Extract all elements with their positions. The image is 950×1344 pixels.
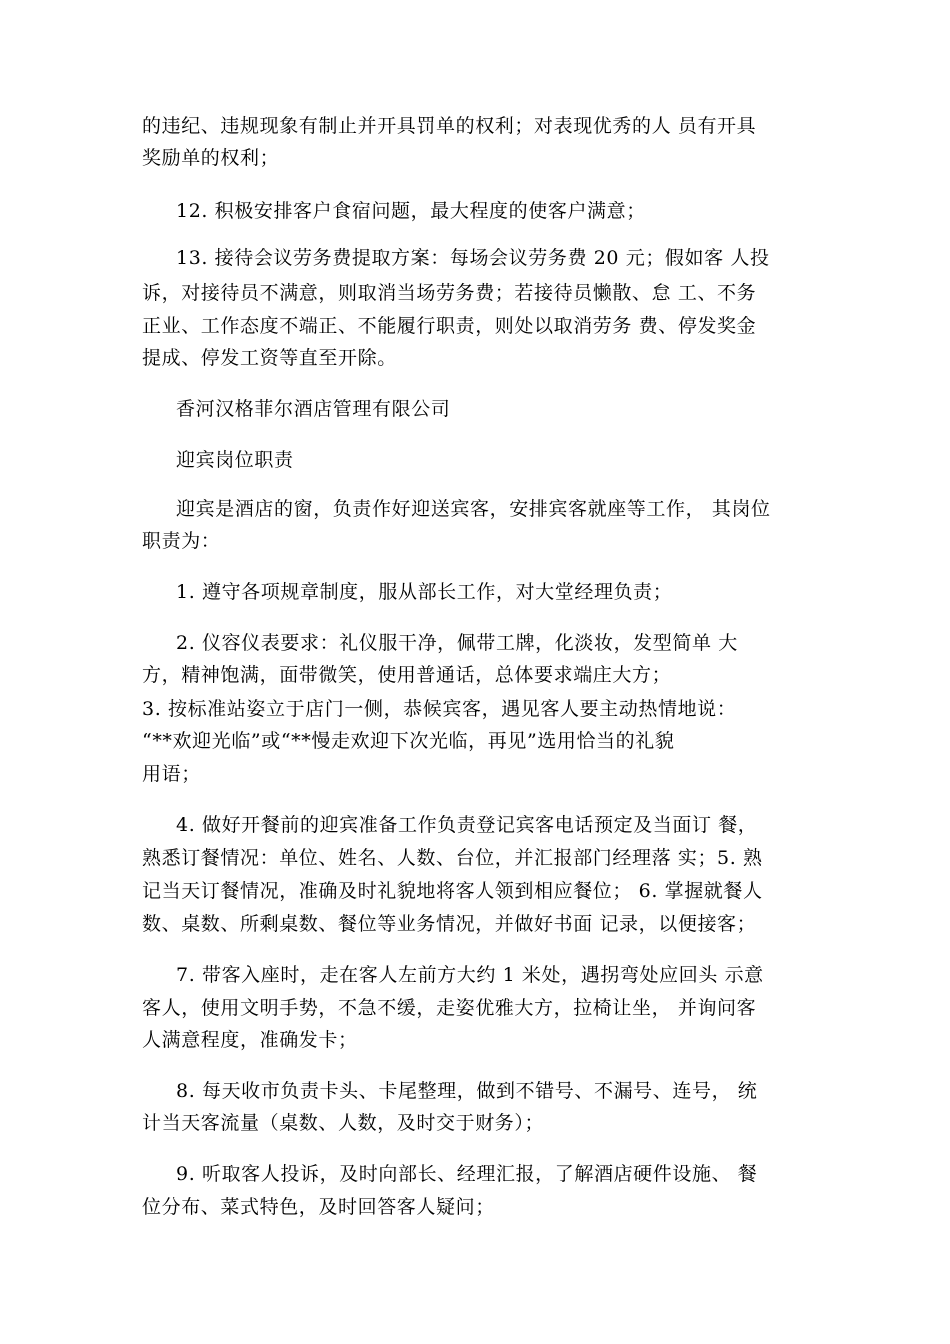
text-line: 熟悉订餐情况：单位、姓名、人数、台位，并汇报部门经理落 实；5. 熟: [142, 847, 763, 869]
text-line: 方，精神饱满，面带微笑，使用普通话，总体要求端庄大方；: [142, 664, 672, 686]
text-line: 提成、停发工资等直至开除。: [142, 347, 397, 369]
text-line: 诉，对接待员不满意，则取消当场劳务费；若接待员懒散、怠 工、不务: [142, 282, 757, 304]
text-line: 计当天客流量（桌数、人数，及时交于财务）；: [142, 1112, 545, 1134]
text-line: 的违纪、违规现象有制止并开具罚单的权利；对表现优秀的人 员有开具: [142, 115, 757, 137]
text-line: 迎宾是酒店的窗，负责作好迎送宾客，安排宾客就座等工作， 其岗位: [176, 498, 771, 520]
text-line: “**欢迎光临”或“**慢走欢迎下次光临，再见”选用恰当的礼貌: [142, 730, 675, 752]
text-line: 数、桌数、所剩桌数、餐位等业务情况，并做好书面 记录，以便接客；: [142, 913, 757, 935]
text-line: 9. 听取客人投诉，及时向部长、经理汇报，了解酒店硬件设施、 餐: [176, 1163, 758, 1185]
text-line: 用语；: [142, 763, 201, 785]
text-line: 正业、工作态度不端正、不能履行职责，则处以取消劳务 费、停发奖金: [142, 315, 757, 337]
text-line: 位分布、菜式特色，及时回答客人疑问；: [142, 1196, 495, 1218]
text-line: 奖励单的权利；: [142, 147, 280, 169]
text-line: 3. 按标准站姿立于店门一侧，恭候宾客，遇见客人要主动热情地说：: [142, 698, 737, 720]
text-line: 7. 带客入座时，走在客人左前方大约 1 米处，遇拐弯处应回头 示意: [176, 964, 764, 986]
company-name: 香河汉格菲尔酒店管理有限公司: [176, 398, 451, 420]
text-line: 人满意程度，准确发卡；: [142, 1029, 358, 1051]
text-line: 客人，使用文明手势，不急不缓，走姿优雅大方，拉椅让坐， 并询问客: [142, 997, 757, 1019]
text-line: 4. 做好开餐前的迎宾准备工作负责登记宾客电话预定及当面订 餐，: [176, 814, 758, 836]
text-line: 记当天订餐情况，准确及时礼貌地将客人领到相应餐位； 6. 掌握就餐人: [142, 880, 763, 902]
section-title: 迎宾岗位职责: [176, 449, 294, 471]
text-line: 8. 每天收市负责卡头、卡尾整理，做到不错号、不漏号、连号， 统: [176, 1080, 758, 1102]
text-line: 13. 接待会议劳务费提取方案：每场会议劳务费 20 元；假如客 人投: [176, 247, 770, 269]
text-line: 2. 仪容仪表要求：礼仪服干净，佩带工牌，化淡妆，发型简单 大: [176, 632, 738, 654]
text-line: 职责为：: [142, 530, 221, 552]
text-line: 12. 积极安排客户食宿问题，最大程度的使客户满意；: [176, 200, 646, 222]
text-line: 1. 遵守各项规章制度，服从部长工作，对大堂经理负责；: [176, 581, 673, 603]
